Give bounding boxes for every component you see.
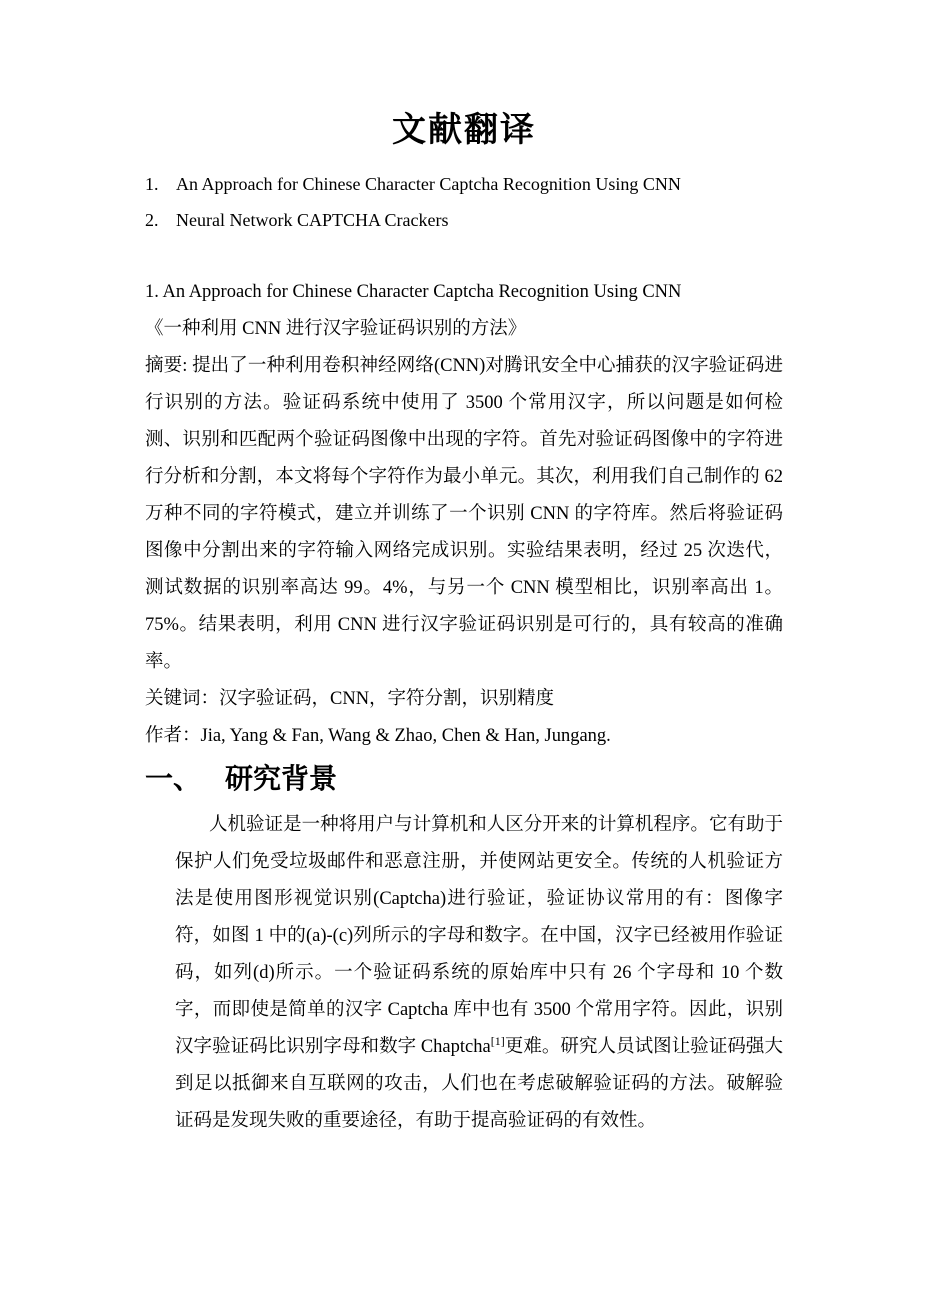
reference-number: 1. bbox=[145, 174, 159, 194]
reference-title: Neural Network CAPTCHA Crackers bbox=[176, 210, 449, 230]
paper-translation-section bbox=[145, 274, 783, 755]
section-number: 一、 bbox=[145, 763, 202, 794]
citation-reference: [1] bbox=[490, 1033, 505, 1048]
reference-list bbox=[145, 166, 783, 238]
paper-translated-title: 《一种利用 CNN 进行汉字验证码识别的方法》 bbox=[145, 319, 527, 339]
section-title: 研究背景 bbox=[225, 763, 338, 794]
reference-item bbox=[145, 202, 783, 238]
background-paragraph bbox=[175, 807, 783, 1140]
background-text-after-citation: 更难。研究人员试图让验证码强大到足以抵御来自互联网的攻击，人们也在考虑破解验证码的方法。破解验证码是发现失败的重要途径，有助于提高验证码的有效性。 bbox=[175, 1037, 783, 1131]
document-title: 文献翻译 bbox=[392, 111, 536, 149]
reference-title: An Approach for Chinese Character Captcha Recognition Using CNN bbox=[176, 174, 681, 194]
reference-item bbox=[145, 166, 783, 202]
keywords-line: 关键词：汉字验证码，CNN，字符分割，识别精度 bbox=[145, 689, 555, 709]
paper-heading: 1. An Approach for Chinese Character Captcha Recognition Using CNN bbox=[145, 282, 682, 302]
authors-line: 作者：Jia, Yang & Fan, Wang & Zhao, Chen & Han, Jungang. bbox=[145, 726, 611, 746]
reference-number: 2. bbox=[145, 210, 159, 230]
abstract-paragraph: 摘要: 提出了一种利用卷积神经网络(CNN)对腾讯安全中心捕获的汉字验证码进行识别的方法。验证码系统中使用了 3500 个常用汉字，所以问题是如何检测、识别和匹配两个验证码图像中出现的字符。首先对验证码图像中的字符进行分析和分割，本文将每个字符作为最小单元。其次，利用我们自己制作的 62 万种不同的字符模式，建立并训练了一个识别 CNN 的字符库。然后将验证码图像中分割出来的字符输入网络完成识别。实验结果表明，经过 25 次迭代，测试数据的识别率高达 99。4%，与另一个 CNN 模型相比，识别率高出 1。75%。结果表明，利用 CNN 进行汉字验证码识别是可行的，具有较高的准确率。 bbox=[145, 356, 783, 672]
section-heading-background bbox=[145, 759, 783, 799]
background-text-before-citation: 人机验证是一种将用户与计算机和人区分开来的计算机程序。它有助于保护人们免受垃圾邮件和恶意注册，并使网站更安全。传统的人机验证方法是使用图形视觉识别(Captcha)进行验证，验证协议常用的有：图像字符，如图 1 中的(a)-(c)列所示的字母和数字。在中国，汉字已经被用作验证码，如列(d)所示。一个验证码系统的原始库中只有 26 个字母和 10 个数字，而即使是简单的汉字 Captcha 库中也有 3500 个常用字符。因此，识别汉字验证码比识别字母和数字 Chaptcha bbox=[175, 815, 783, 1057]
